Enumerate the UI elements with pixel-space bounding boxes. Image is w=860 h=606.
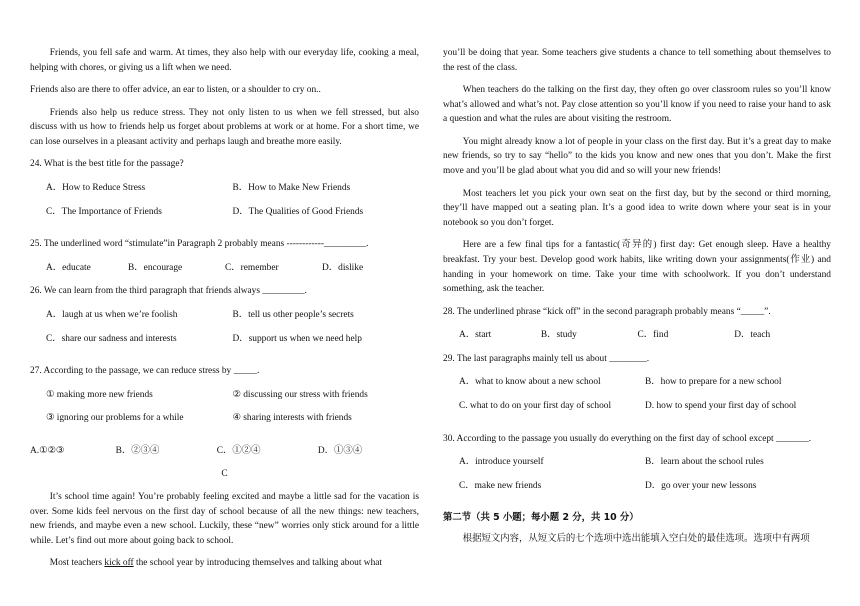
option-a[interactable]: A．How to Reduce Stress [46, 183, 146, 194]
option-d[interactable]: D．go over your new lessons [645, 480, 757, 491]
option-c[interactable]: C．remember [225, 262, 279, 273]
question-26-stem: 26. We can learn from the third paragraph that friends always _________. [30, 286, 307, 297]
option-b[interactable]: B．study [540, 330, 577, 341]
question-30-options [459, 455, 831, 502]
underlined-phrase: kick off [104, 558, 134, 569]
passage-paragraph-2: Friends also are there to offer advice, an ear to listen, or a shoulder to cry on.. [30, 85, 321, 96]
question-30-stem: 30. According to the passage you usually do everything on the first day of school except _______. [443, 433, 812, 444]
section-2-instructions: 根据短文内容，从短文后的七个选项中选出能填入空白处的最佳选项。选项中有两项 [462, 532, 810, 544]
option-d[interactable]: D．The Qualities of Good Friends [232, 206, 364, 217]
option-b[interactable]: B．how to prepare for a new school [645, 377, 782, 388]
passage-c-paragraph-2-continued: you’ll be doing that year. Some teachers give students a chance to tell something about themselves to the rest of the class. [443, 48, 831, 73]
option-b[interactable]: B．How to Make New Friends [232, 183, 351, 194]
passage-c-paragraph-5: Most teachers let you pick your own seat on the first day, but by the second or third morning, they’ll have mapped out a seating plan. It’s a good idea to write down where your seat is in your notebook so you don’t forget. [443, 188, 831, 228]
question-24-stem: 24. What is the best title for the passage? [30, 159, 184, 170]
option-d[interactable]: D．teach [734, 330, 771, 341]
option-d[interactable]: D．dislike [321, 262, 364, 273]
item-1: ① making more new friends [46, 389, 153, 400]
option-c[interactable]: C．share our sadness and interests [46, 333, 177, 344]
question-27-stem: 27. According to the passage, we can reduce stress by _____. [30, 366, 260, 377]
option-a[interactable]: A．educate [46, 262, 91, 273]
item-3: ③ ignoring our problems for a while [46, 413, 184, 424]
question-26-options [46, 308, 419, 355]
option-a[interactable]: A．laugh at us when we’re foolish [46, 309, 178, 320]
passage-c-paragraph-6: Here are a few final tips for a fantastic(奇异的) first day: Get enough sleep. Have a healthy breakfast. Try your best. Develop good work habits, like writing down your assignments(作业) and handing in your homework on time. Take your time with schoolwork. If you don’t understand something, ask the teacher. [443, 240, 831, 295]
option-a[interactable]: A.①②③ [30, 445, 65, 456]
passage-c-paragraph-1: It’s school time again! You’re probably feeling excited and maybe a little sad for the vacation is over. Some kids feel nervous on the first day of school because of all the new things: new teachers, new friends, and maybe even a new school. Luckily, these “new” worries only stick around for a little while. Let’s find out more about going back to school. [30, 491, 419, 546]
item-4: ④ sharing interests with friends [232, 413, 352, 424]
option-c[interactable]: C．①②④ [216, 445, 261, 456]
option-d[interactable]: D．①③④ [317, 445, 363, 456]
option-a[interactable]: A．start [459, 330, 492, 341]
option-b[interactable]: B．tell us other people’s secrets [232, 309, 354, 320]
paragraph-text: Most teachers [49, 558, 105, 569]
left-column [30, 46, 419, 571]
question-27-items [46, 388, 419, 435]
passage-paragraph-1: Friends, you fell safe and warm. At times, they also help with our everyday life, cooking a meal, helping with chores, or giving us a lift when we need. [30, 48, 419, 73]
item-2: ② discussing our stress with friends [232, 389, 368, 400]
question-25-stem: 25. The underlined word “stimulate”in Paragraph 2 probably means ------------_________. [30, 239, 369, 250]
option-c[interactable]: C．make new friends [459, 480, 542, 491]
option-c[interactable]: C. what to do on your first day of school [459, 400, 612, 411]
option-b[interactable]: B．②③④ [115, 445, 160, 456]
passage-c-paragraph-2 [30, 556, 419, 571]
passage-paragraph-3: Friends also help us reduce stress. They not only listen to us when we fell stressed, but also discuss with us how to friends help us forget about problems at work or at home. For a short time, we can lose ourselves in a pleasant activity and perhaps laugh and breathe more easily. [30, 107, 419, 147]
section-label-c: C [221, 469, 228, 480]
section-2-heading: 第二节（共 5 小题；每小题 2 分，共 10 分） [443, 512, 639, 524]
question-25-options [46, 261, 419, 276]
option-d[interactable]: D. how to spend your first day of school [645, 400, 797, 411]
question-29-options [459, 375, 831, 422]
option-d[interactable]: D．support us when we need help [232, 333, 362, 344]
option-c[interactable]: C．find [637, 330, 669, 341]
question-27-options [30, 444, 419, 459]
option-a[interactable]: A．what to know about a new school [459, 377, 601, 388]
right-column [443, 46, 831, 546]
option-c[interactable]: C．The Importance of Friends [46, 206, 162, 217]
passage-c-paragraph-4: You might already know a lot of people in your class on the first day. But it’s a great day to make new friends, so try to say “hello” to the kids you know and new ones that you don’t. Make the first move and you’ll be glad about what you did and so will your new friends! [443, 136, 831, 177]
question-24-options [46, 181, 419, 228]
question-28-options [459, 328, 831, 343]
question-28-stem: 28. The underlined phrase “kick off” in the second paragraph probably means “_____”. [443, 306, 771, 317]
option-a[interactable]: A．introduce yourself [459, 457, 544, 468]
passage-c-paragraph-3: When teachers do the talking on the first day, they often go over classroom rules so you’ll know what’s allowed and what’s not. Pay close attention so you’ll know if you need to raise your hand to ask a question and what the rules are about visiting the restroom. [443, 85, 831, 125]
question-29-stem: 29. The last paragraphs mainly tell us about ________. [443, 353, 650, 364]
option-b[interactable]: B．learn about the school rules [645, 457, 764, 468]
paragraph-text: the school year by introducing themselves and talking about what [133, 558, 383, 569]
option-b[interactable]: B．encourage [128, 262, 183, 273]
